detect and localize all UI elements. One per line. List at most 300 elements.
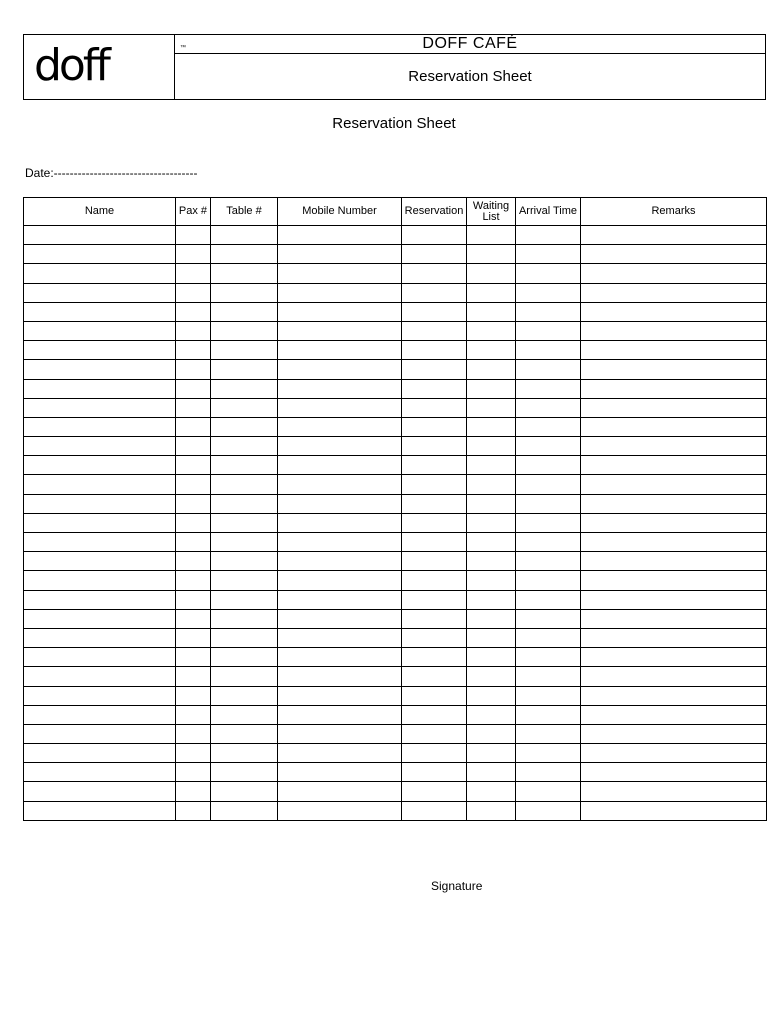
table-cell[interactable] [402,437,467,456]
table-cell[interactable] [211,321,278,340]
table-cell[interactable] [581,494,767,513]
table-cell[interactable] [278,609,402,628]
table-cell[interactable] [176,609,211,628]
table-cell[interactable] [176,552,211,571]
table-cell[interactable] [176,494,211,513]
table-cell[interactable] [581,437,767,456]
table-cell[interactable] [278,437,402,456]
table-row [24,571,767,590]
table-cell[interactable] [402,264,467,283]
table-cell[interactable] [402,226,467,245]
table-cell[interactable] [402,456,467,475]
table-cell[interactable] [402,667,467,686]
table-cell[interactable] [278,264,402,283]
table-cell[interactable] [176,360,211,379]
table-cell[interactable] [278,571,402,590]
table-cell[interactable] [467,667,516,686]
table-cell[interactable] [402,513,467,532]
table-cell[interactable] [402,321,467,340]
table-cell[interactable] [24,475,176,494]
table-row [24,321,767,340]
table-cell[interactable] [516,475,581,494]
table-cell[interactable] [402,552,467,571]
table-cell[interactable] [581,226,767,245]
table-row [24,302,767,321]
table-cell[interactable] [402,648,467,667]
table-cell[interactable] [402,283,467,302]
table-cell[interactable] [24,360,176,379]
table-cell[interactable] [24,628,176,647]
table-header-row [24,198,767,226]
table-cell[interactable] [211,609,278,628]
table-cell[interactable] [278,360,402,379]
table-cell[interactable] [402,571,467,590]
table-cell[interactable] [581,341,767,360]
reservation-table [23,197,767,821]
table-cell[interactable] [467,590,516,609]
header-block [23,34,766,100]
table-cell[interactable] [211,360,278,379]
table-cell[interactable] [24,763,176,782]
table-cell[interactable] [211,513,278,532]
table-cell[interactable] [278,744,402,763]
table-row [24,456,767,475]
table-cell[interactable] [211,590,278,609]
table-cell[interactable] [278,552,402,571]
date-field[interactable]: Date:------------------------------------ [25,166,198,180]
table-cell[interactable] [211,667,278,686]
table-row [24,705,767,724]
table-row [24,667,767,686]
table-cell[interactable] [467,226,516,245]
table-cell[interactable] [467,494,516,513]
table-cell[interactable] [402,724,467,743]
table-cell[interactable] [176,513,211,532]
table-cell[interactable] [24,302,176,321]
table-cell[interactable] [402,360,467,379]
table-cell[interactable] [467,686,516,705]
table-cell[interactable] [176,686,211,705]
table-cell[interactable] [581,609,767,628]
table-cell[interactable] [211,744,278,763]
table-cell[interactable] [24,686,176,705]
table-cell[interactable] [176,801,211,820]
table-cell[interactable] [211,456,278,475]
table-cell[interactable] [516,437,581,456]
table-cell[interactable] [467,417,516,436]
table-cell[interactable] [176,321,211,340]
table-cell[interactable] [402,379,467,398]
table-cell[interactable] [467,456,516,475]
table-cell[interactable] [581,801,767,820]
table-cell[interactable] [211,571,278,590]
table-cell[interactable] [24,609,176,628]
table-cell[interactable] [516,513,581,532]
table-row [24,398,767,417]
table-cell[interactable] [211,264,278,283]
table-cell[interactable] [581,245,767,264]
table-cell[interactable] [581,782,767,801]
table-cell[interactable] [211,724,278,743]
table-row [24,417,767,436]
table-cell[interactable] [516,590,581,609]
table-cell[interactable] [581,379,767,398]
table-cell[interactable] [211,417,278,436]
table-cell[interactable] [467,801,516,820]
table-cell[interactable] [467,533,516,552]
table-cell[interactable] [278,782,402,801]
table-cell[interactable] [278,341,402,360]
table-cell[interactable] [24,437,176,456]
table-cell[interactable] [581,475,767,494]
table-cell[interactable] [467,513,516,532]
table-cell[interactable] [581,456,767,475]
table-cell[interactable] [516,245,581,264]
table-cell[interactable] [24,801,176,820]
table-cell[interactable] [516,360,581,379]
table-cell[interactable] [278,533,402,552]
table-cell[interactable] [24,341,176,360]
table-cell[interactable] [24,494,176,513]
table-cell[interactable] [278,590,402,609]
table-cell[interactable] [278,398,402,417]
table-cell[interactable] [467,264,516,283]
table-cell[interactable] [516,379,581,398]
table-cell[interactable] [516,801,581,820]
table-row [24,475,767,494]
table-cell[interactable] [24,667,176,686]
table-cell[interactable] [278,705,402,724]
table-cell[interactable] [176,398,211,417]
table-cell[interactable] [402,763,467,782]
table-cell[interactable] [516,341,581,360]
table-cell[interactable] [211,648,278,667]
table-cell[interactable] [402,590,467,609]
table-cell[interactable] [211,782,278,801]
table-cell[interactable] [176,437,211,456]
table-cell[interactable] [24,417,176,436]
table-row [24,513,767,532]
table-cell[interactable] [176,533,211,552]
table-cell[interactable] [176,628,211,647]
doff-logo [24,35,186,99]
table-cell[interactable] [402,341,467,360]
table-cell[interactable] [516,494,581,513]
table-cell[interactable] [176,264,211,283]
table-cell[interactable] [581,571,767,590]
table-row [24,226,767,245]
table-cell[interactable] [24,379,176,398]
table-cell[interactable] [24,533,176,552]
table-cell[interactable] [581,417,767,436]
table-cell[interactable] [278,686,402,705]
table-cell[interactable] [24,744,176,763]
table-cell[interactable] [581,283,767,302]
table-cell[interactable] [516,705,581,724]
table-cell[interactable] [211,494,278,513]
table-cell[interactable] [24,648,176,667]
table-cell[interactable] [211,763,278,782]
table-cell[interactable] [467,648,516,667]
table-cell[interactable] [176,283,211,302]
table-row [24,341,767,360]
table-cell[interactable] [278,302,402,321]
table-cell[interactable] [211,398,278,417]
table-cell[interactable] [467,571,516,590]
table-cell[interactable] [581,648,767,667]
table-cell[interactable] [24,321,176,340]
table-cell[interactable] [24,782,176,801]
table-cell[interactable] [467,437,516,456]
table-cell[interactable] [24,456,176,475]
table-cell[interactable] [278,321,402,340]
table-cell[interactable] [211,341,278,360]
table-cell[interactable] [402,494,467,513]
table-cell[interactable] [278,379,402,398]
table-cell[interactable] [467,379,516,398]
signature-label: Signature [431,879,483,893]
table-cell[interactable] [581,552,767,571]
table-cell[interactable] [516,533,581,552]
table-row [24,744,767,763]
table-cell[interactable] [516,628,581,647]
table-cell[interactable] [516,571,581,590]
table-cell[interactable] [176,379,211,398]
table-row [24,437,767,456]
table-cell[interactable] [581,763,767,782]
table-cell[interactable] [24,264,176,283]
column-header-arrival-time: Arrival Time [516,198,581,226]
table-cell[interactable] [176,782,211,801]
table-cell[interactable] [176,571,211,590]
table-row [24,360,767,379]
table-row [24,801,767,820]
table-cell[interactable] [467,360,516,379]
table-cell[interactable] [581,686,767,705]
table-cell[interactable] [581,533,767,552]
table-cell[interactable] [467,724,516,743]
table-cell[interactable] [24,590,176,609]
waiting-list-label: Waiting List [472,199,510,223]
table-cell[interactable] [467,398,516,417]
table-cell[interactable] [467,744,516,763]
table-row [24,628,767,647]
table-cell[interactable] [581,667,767,686]
table-cell[interactable] [211,302,278,321]
table-cell[interactable] [402,533,467,552]
table-cell[interactable] [176,705,211,724]
table-cell[interactable] [211,437,278,456]
table-cell[interactable] [211,475,278,494]
table-cell[interactable] [176,667,211,686]
table-cell[interactable] [278,245,402,264]
table-cell[interactable] [211,245,278,264]
table-row [24,648,767,667]
table-cell[interactable] [402,398,467,417]
table-row [24,686,767,705]
table-cell[interactable] [467,475,516,494]
trademark-symbol: ™ [180,45,186,51]
table-cell[interactable] [176,724,211,743]
table-cell[interactable] [211,283,278,302]
column-header-remarks: Remarks [581,198,767,226]
table-row [24,379,767,398]
table-cell[interactable] [402,302,467,321]
table-cell[interactable] [278,417,402,436]
table-cell[interactable] [467,552,516,571]
table-cell[interactable] [24,571,176,590]
table-cell[interactable] [278,801,402,820]
table-cell[interactable] [516,302,581,321]
table-cell[interactable] [581,302,767,321]
table-cell[interactable] [278,283,402,302]
table-row [24,724,767,743]
table-cell[interactable] [516,283,581,302]
table-cell[interactable] [278,513,402,532]
table-cell[interactable] [516,724,581,743]
table-cell[interactable] [402,609,467,628]
table-cell[interactable] [467,609,516,628]
table-cell[interactable] [278,724,402,743]
table-cell[interactable] [24,245,176,264]
column-header-table: Table # [211,198,278,226]
table-cell[interactable] [516,321,581,340]
table-cell[interactable] [402,782,467,801]
table-cell[interactable] [211,628,278,647]
table-row [24,283,767,302]
table-cell[interactable] [516,226,581,245]
table-cell[interactable] [516,763,581,782]
table-cell[interactable] [581,724,767,743]
table-cell[interactable] [278,456,402,475]
table-cell[interactable] [176,648,211,667]
table-cell[interactable] [211,552,278,571]
table-cell[interactable] [176,302,211,321]
table-row [24,552,767,571]
table-cell[interactable] [581,513,767,532]
table-cell[interactable] [402,686,467,705]
table-cell[interactable] [211,379,278,398]
table-cell[interactable] [467,628,516,647]
table-cell[interactable] [402,705,467,724]
table-cell[interactable] [402,801,467,820]
table-cell[interactable] [467,302,516,321]
table-cell[interactable] [278,475,402,494]
table-cell[interactable] [467,782,516,801]
table-cell[interactable] [467,705,516,724]
table-cell[interactable] [581,590,767,609]
table-cell[interactable] [402,245,467,264]
table-cell[interactable] [581,398,767,417]
table-cell[interactable] [278,763,402,782]
table-cell[interactable] [516,417,581,436]
table-cell[interactable] [24,283,176,302]
table-cell[interactable] [581,264,767,283]
table-cell[interactable] [581,628,767,647]
table-row [24,590,767,609]
table-cell[interactable] [176,245,211,264]
table-row [24,782,767,801]
table-cell[interactable] [402,628,467,647]
column-header-mobile: Mobile Number [278,198,402,226]
logo-wordmark: doff [34,40,108,91]
table-cell[interactable] [176,590,211,609]
table-cell[interactable] [24,513,176,532]
table-row [24,264,767,283]
table-row [24,494,767,513]
table-cell[interactable] [402,744,467,763]
table-body [24,226,767,821]
table-row [24,533,767,552]
table-cell[interactable] [516,648,581,667]
table-cell[interactable] [278,667,402,686]
table-cell[interactable] [402,417,467,436]
table-cell[interactable] [467,321,516,340]
table-cell[interactable] [24,552,176,571]
table-cell[interactable] [176,744,211,763]
table-cell[interactable] [211,686,278,705]
table-cell[interactable] [211,801,278,820]
table-cell[interactable] [278,628,402,647]
table-cell[interactable] [516,667,581,686]
table-cell[interactable] [176,341,211,360]
table-cell[interactable] [581,321,767,340]
table-cell[interactable] [24,398,176,417]
table-cell[interactable] [24,226,176,245]
cafe-name: DOFF CAFÉ [175,35,766,54]
table-cell[interactable] [467,763,516,782]
table-row [24,245,767,264]
table-cell[interactable] [516,609,581,628]
table-cell[interactable] [516,552,581,571]
table-cell[interactable] [516,456,581,475]
table-cell[interactable] [581,705,767,724]
column-header-pax: Pax # [176,198,211,226]
table-cell[interactable] [581,744,767,763]
header-sheet-name: Reservation Sheet [175,54,766,100]
table-cell[interactable] [211,226,278,245]
table-cell[interactable] [24,705,176,724]
table-cell[interactable] [278,494,402,513]
table-cell[interactable] [278,226,402,245]
table-cell[interactable] [211,705,278,724]
table-cell[interactable] [176,226,211,245]
table-cell[interactable] [402,475,467,494]
table-cell[interactable] [467,283,516,302]
table-cell[interactable] [211,533,278,552]
table-cell[interactable] [176,417,211,436]
table-row [24,763,767,782]
column-header-name: Name [24,198,176,226]
table-cell[interactable] [516,782,581,801]
table-cell[interactable] [516,744,581,763]
table-row [24,609,767,628]
table-cell[interactable] [278,648,402,667]
table-cell[interactable] [176,456,211,475]
table-cell[interactable] [176,475,211,494]
table-cell[interactable] [467,245,516,264]
table-cell[interactable] [24,724,176,743]
column-header-waiting-list [467,198,516,226]
table-cell[interactable] [516,398,581,417]
table-cell[interactable] [176,763,211,782]
table-cell[interactable] [516,686,581,705]
table-cell[interactable] [581,360,767,379]
column-header-reservation: Reservation [402,198,467,226]
table-cell[interactable] [467,341,516,360]
table-cell[interactable] [516,264,581,283]
document-title: Reservation Sheet [332,115,456,132]
